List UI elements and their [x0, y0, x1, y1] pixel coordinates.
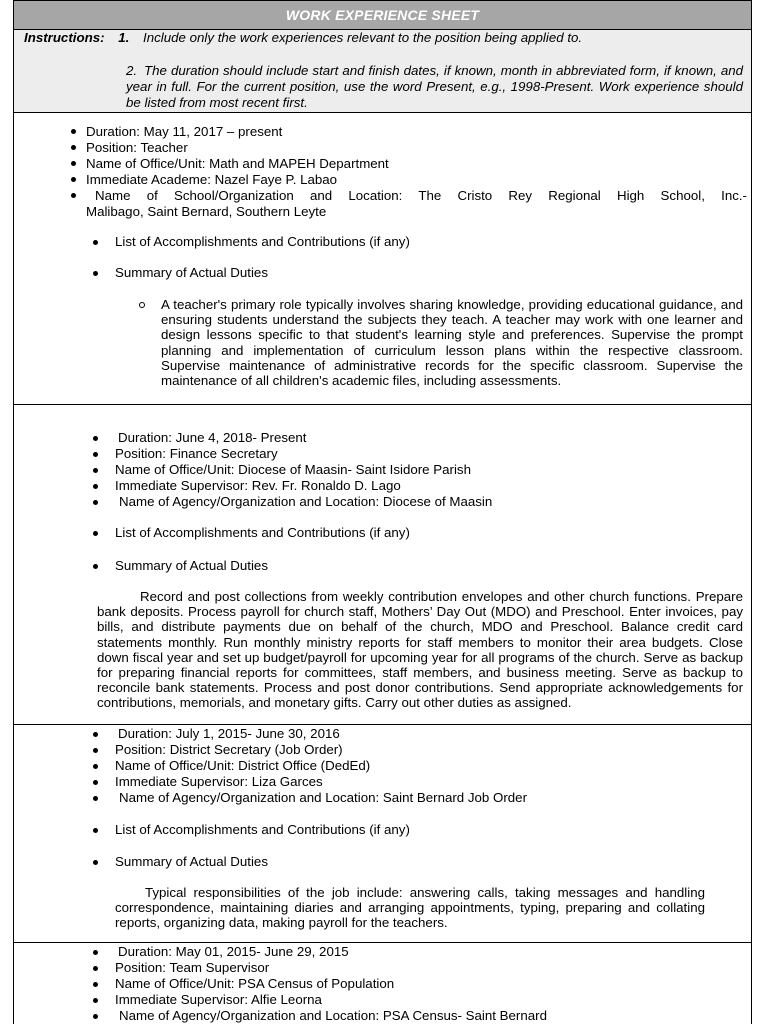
- work-experience-sheet: [13, 0, 752, 1024]
- instruction-line-2: [126, 63, 743, 111]
- bullet-icon: [93, 998, 98, 1003]
- work-entry-1: [14, 113, 751, 405]
- entry-supervisor: Immediate Supervisor: Alfie Leorna: [115, 992, 322, 1007]
- bullet-icon: [93, 796, 98, 801]
- bullet-icon: [93, 436, 98, 441]
- bullet-icon: [93, 732, 98, 737]
- work-entry-2: [14, 405, 751, 725]
- entry-office: Name of Office/Unit: PSA Census of Population: [115, 976, 395, 991]
- instructions-label: Instructions:: [24, 30, 105, 45]
- bullet-icon: [71, 161, 76, 166]
- entry-office: Name of Office/Unit: Diocese of Maasin- Saint Isidore Parish: [115, 462, 471, 477]
- sub-bullet-icon: [139, 302, 145, 308]
- entry-position: Position: Team Supervisor: [115, 960, 270, 975]
- entry-summary: Summary of Actual Duties: [115, 854, 268, 869]
- entry-supervisor: Immediate Academe: Nazel Faye P. Labao: [86, 172, 338, 187]
- bullet-icon: [93, 780, 98, 785]
- bullet-icon: [93, 240, 98, 245]
- instruction-1-number: 1.: [118, 30, 130, 45]
- entry-supervisor: Immediate Supervisor: Rev. Fr. Ronaldo D. Lago: [115, 478, 401, 493]
- entry-office: Name of Office/Unit: District Office (DedEd): [115, 758, 371, 773]
- bullet-icon: [93, 982, 98, 987]
- entry-duties: A teacher's primary role typically involves sharing knowledge, providing educational guidance, and ensuring students understand the subjects they teach. A teacher may work with one learner and design lessons specific to that student's learning style and preferences. Supervise the prompt planning and implementation of curriculum lesson plans within the respective classroom. Supervise maintenance of administrative records for the specific classroom. Supervise the maintenance of all children's academic files, including assessments.: [161, 297, 743, 389]
- instructions-box: [14, 30, 751, 113]
- entry-accomplishments: List of Accomplishments and Contributions (if any): [115, 234, 410, 249]
- bullet-icon: [93, 748, 98, 753]
- instruction-1-text: Include only the work experiences relevant to the position being applied to.: [143, 30, 583, 45]
- bullet-icon: [93, 860, 98, 865]
- entry-agency: Name of Agency/Organization and Location: Saint Bernard Job Order: [119, 790, 528, 805]
- bullet-icon: [93, 564, 98, 569]
- bullet-icon: [93, 531, 98, 536]
- entry-position: Position: District Secretary (Job Order): [115, 742, 343, 757]
- bullet-icon: [71, 129, 76, 134]
- entry-duration: Duration: July 1, 2015- June 30, 2016: [118, 726, 340, 741]
- entry-summary: Summary of Actual Duties: [115, 265, 268, 280]
- work-entry-3: [14, 725, 751, 943]
- entry-position: Position: Teacher: [86, 140, 188, 155]
- bullet-icon: [93, 966, 98, 971]
- bullet-icon: [93, 452, 98, 457]
- entry-position: Position: Finance Secretary: [115, 446, 278, 461]
- bullet-icon: [93, 468, 98, 473]
- bullet-icon: [93, 1014, 98, 1019]
- entry-supervisor: Immediate Supervisor: Liza Garces: [115, 774, 323, 789]
- instruction-2-text: The duration should include start and finish dates, if known, month in abbreviated form, if known, and year in full. For the current position, use the word Present, e.g., 1998-Present. Work experience should be listed from most recent first.: [126, 63, 743, 110]
- entry-agency-line-1: Name of School/Organization and Location: The Cristo Rey Regional High School, Inc.-: [95, 188, 747, 203]
- entry-duties: Record and post collections from weekly contribution envelopes and other church functions. Prepare bank deposits. Process payroll for church staff, Mothers’ Day Out (MDO) and Preschool. Enter invoices, pay bills, and distribute payments due on behalf of the church, MDO and Preschool. Balance credit card statements monthly. Run monthly ministry reports for staff members to monitor their area budgets. Close down fiscal year and set up budget/payroll for upcoming year for all programs of the church. Serve as backup for preparing financial reports for committees, staff members, and business meeting. Serve as backup to reconcile bank statements. Process and post donor contributions. Send appropriate acknowledgements for contributions, memorials, and monetary gifts. Carry out other duties as assigned.: [97, 589, 743, 711]
- bullet-icon: [93, 484, 98, 489]
- entry-agency: Name of Agency/Organization and Location: Diocese of Maasin: [119, 494, 493, 509]
- entry-duties: Typical responsibilities of the job include: answering calls, taking messages and handling correspondence, maintaining diaries and arranging appointments, typing, preparing and collating reports, organizing data, making payroll for the teachers.: [115, 885, 705, 931]
- bullet-icon: [71, 193, 76, 198]
- sheet-title: WORK EXPERIENCE SHEET: [14, 0, 751, 30]
- instruction-2-number: 2.: [126, 63, 138, 78]
- bullet-icon: [93, 764, 98, 769]
- instruction-line-1: [24, 30, 582, 45]
- bullet-icon: [71, 177, 76, 182]
- entry-duration: Duration: May 11, 2017 – present: [86, 124, 283, 139]
- bullet-icon: [93, 828, 98, 833]
- entry-duration: Duration: May 01, 2015- June 29, 2015: [118, 944, 349, 959]
- bullet-icon: [93, 950, 98, 955]
- bullet-icon: [71, 145, 76, 150]
- entry-summary: Summary of Actual Duties: [115, 558, 268, 573]
- entry-agency: Name of Agency/Organization and Location: PSA Census- Saint Bernard: [119, 1008, 547, 1023]
- bullet-icon: [93, 500, 98, 505]
- entry-duration: Duration: June 4, 2018- Present: [118, 430, 307, 445]
- entry-office: Name of Office/Unit: Math and MAPEH Department: [86, 156, 389, 171]
- bullet-icon: [93, 271, 98, 276]
- entry-agency-line-2: Malibago, Saint Bernard, Southern Leyte: [86, 204, 327, 219]
- entry-accomplishments: List of Accomplishments and Contributions (if any): [115, 822, 410, 837]
- work-entry-4: [14, 943, 751, 1033]
- entry-accomplishments: List of Accomplishments and Contributions (if any): [115, 525, 410, 540]
